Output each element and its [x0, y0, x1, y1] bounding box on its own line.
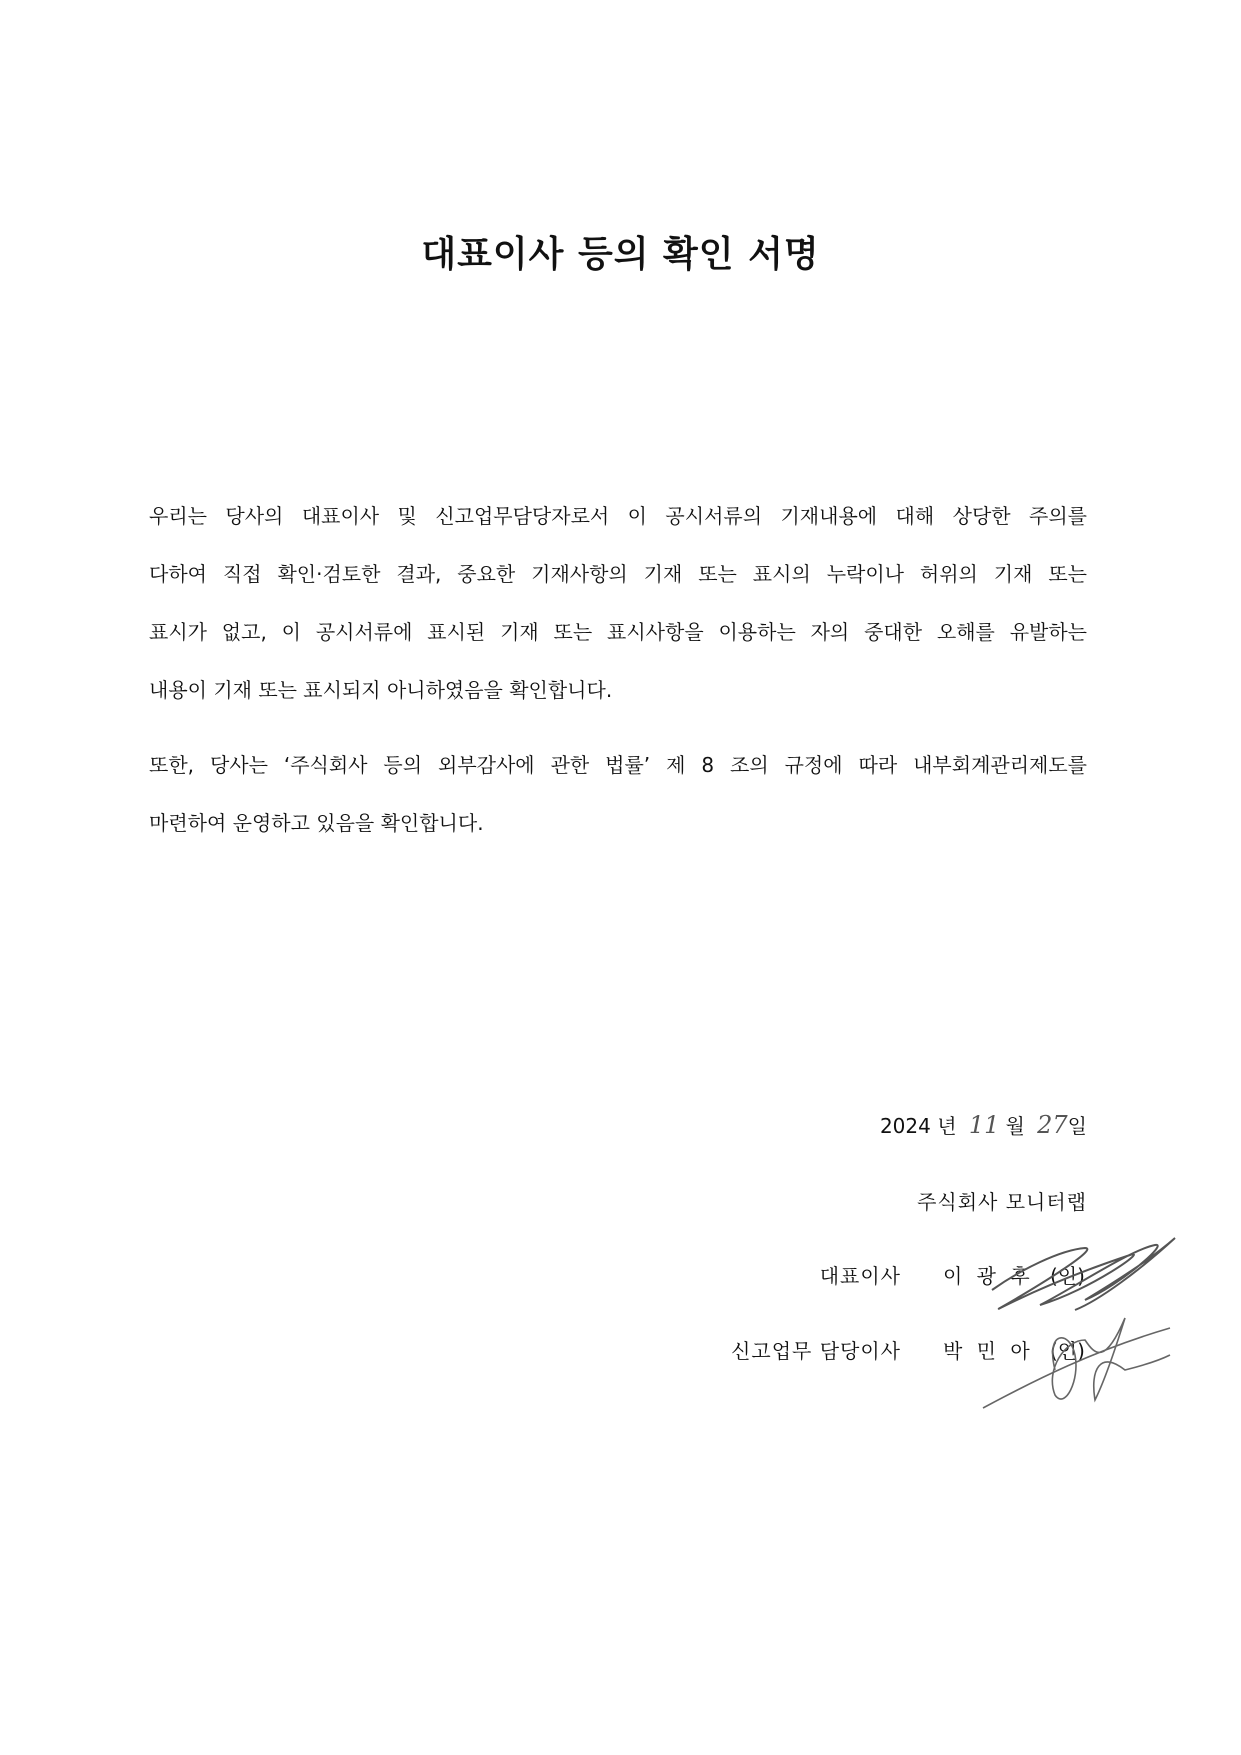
text-line: 또한, 당사는 ‘주식회사 등의 외부감사에 관한 법률’ 제 8 조의 규정에 따라 내부회계관리제도를 — [149, 753, 1087, 777]
text-line: 표시가 없고, 이 공시서류에 표시된 기재 또는 표시사항을 이용하는 자의 중대한 오해를 유발하는 — [149, 620, 1087, 644]
date-month-unit: 월 — [1005, 1114, 1025, 1138]
signer-role-disclosure: 신고업무 담당이사 — [731, 1339, 901, 1363]
date-line — [880, 1110, 1087, 1139]
document-title: 대표이사 등의 확인 서명 — [421, 234, 820, 275]
date-day-handwritten: 27 — [1037, 1111, 1068, 1139]
text-line: 우리는 당사의 대표이사 및 신고업무담당자로서 이 공시서류의 기재내용에 대해 상당한 주의를 — [149, 504, 1087, 528]
date-year: 2024 — [879, 1114, 931, 1138]
company-name: 주식회사 모니터랩 — [917, 1190, 1087, 1214]
signer-name-ceo: 이 광 후 — [943, 1264, 1034, 1288]
seal-mark-ceo: (인) — [1050, 1264, 1085, 1288]
seal-mark-disclosure: (인) — [1050, 1339, 1085, 1363]
text-line: 마련하여 운영하고 있음을 확인합니다. — [149, 811, 484, 835]
text-line: 내용이 기재 또는 표시되지 아니하였음을 확인합니다. — [149, 678, 613, 702]
date-year-unit: 년 — [937, 1114, 957, 1138]
date-day-unit: 일 — [1067, 1114, 1087, 1138]
text-line: 다하여 직접 확인·검토한 결과, 중요한 기재사항의 기재 또는 표시의 누락이나 허위의 기재 또는 — [149, 562, 1087, 586]
signer-role-ceo: 대표이사 — [819, 1264, 901, 1288]
date-month-handwritten: 11 — [968, 1111, 1000, 1139]
signer-name-disclosure: 박 민 아 — [943, 1339, 1034, 1363]
